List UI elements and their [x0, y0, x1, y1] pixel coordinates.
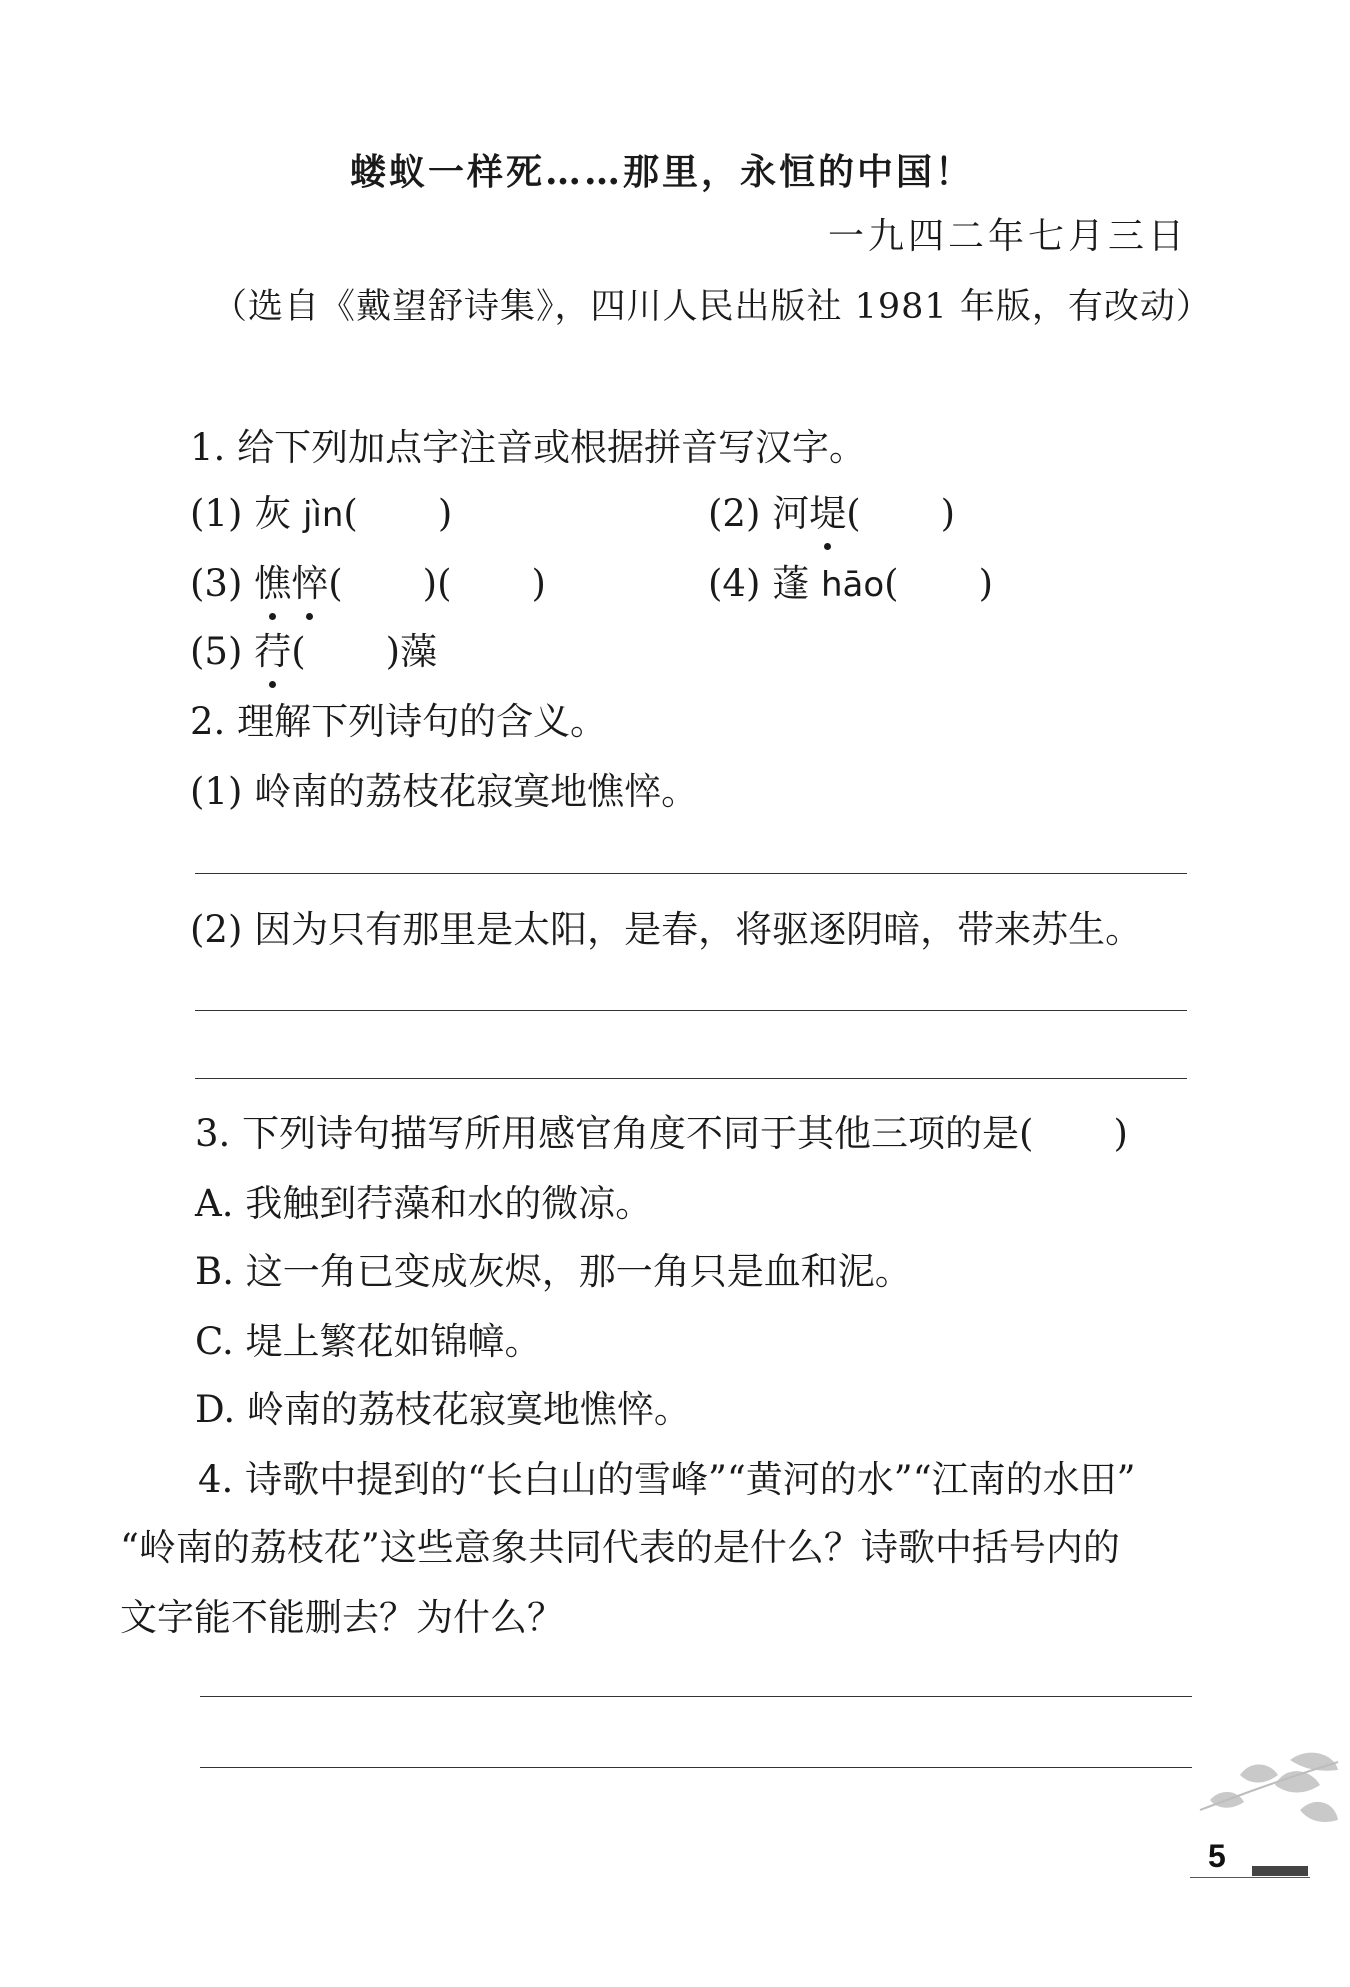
page-number-bar [1252, 1866, 1308, 1876]
q3-option-b: B. 这一角已变成灰烬，那一角只是血和泥。 [195, 1250, 912, 1293]
poem-date: 一九四二年七月三日 [828, 216, 1189, 257]
q2-answer-line-2[interactable] [195, 1010, 1187, 1011]
dotted-char: 堤 [809, 490, 846, 538]
leaf-decoration-icon [1180, 1740, 1340, 1850]
q1-item-4: (4) 蓬 hāo( ) [708, 562, 994, 605]
q2-answer-line-1[interactable] [195, 873, 1187, 874]
q3-title: 3. 下列诗句描写所用感官角度不同于其他三项的是( ) [195, 1112, 1128, 1155]
q2-title: 2. 理解下列诗句的含义。 [190, 700, 608, 743]
dotted-char: 悴 [291, 560, 328, 608]
dotted-char: 憔 [254, 560, 291, 608]
q3-option-d: D. 岭南的荔枝花寂寞地憔悴。 [195, 1388, 691, 1431]
q2-item-2: (2) 因为只有那里是太阳，是春，将驱逐阴暗，带来苏生。 [190, 908, 1143, 951]
q4-answer-line-1[interactable] [200, 1696, 1192, 1697]
dotted-char: 荇 [254, 628, 291, 676]
q2-answer-line-3[interactable] [195, 1078, 1187, 1079]
page-number-rule [1190, 1877, 1310, 1878]
q4-answer-line-2[interactable] [200, 1767, 1192, 1768]
page-number: 5 [1208, 1838, 1226, 1874]
q2-item-1: (1) 岭南的荔枝花寂寞地憔悴。 [190, 770, 699, 813]
q1-item-5: (5) 荇( )藻 [190, 628, 437, 676]
q1-item-3: (3) 憔悴( )( ) [190, 560, 546, 608]
q3-option-a: A. 我触到荇藻和水的微凉。 [195, 1182, 653, 1225]
q1-title: 1. 给下列加点字注音或根据拼音写汉字。 [190, 426, 867, 469]
q1-item-2: (2) 河堤( ) [708, 490, 955, 538]
q4-line-3: 文字能不能删去？为什么？ [120, 1596, 564, 1639]
q1-item-1: (1) 灰 jìn( ) [190, 492, 453, 535]
q4-line-1: 4. 诗歌中提到的“长白山的雪峰”“黄河的水”“江南的水田” [198, 1458, 1136, 1501]
q4-line-2: “岭南的荔枝花”这些意象共同代表的是什么？诗歌中括号内的 [120, 1526, 1120, 1569]
q3-option-c: C. 堤上繁花如锦幛。 [195, 1320, 542, 1363]
poem-last-line: 蝼蚁一样死……那里，永恒的中国！ [350, 151, 975, 193]
poem-source: （选自《戴望舒诗集》，四川人民出版社 1981 年版，有改动） [212, 287, 1212, 327]
